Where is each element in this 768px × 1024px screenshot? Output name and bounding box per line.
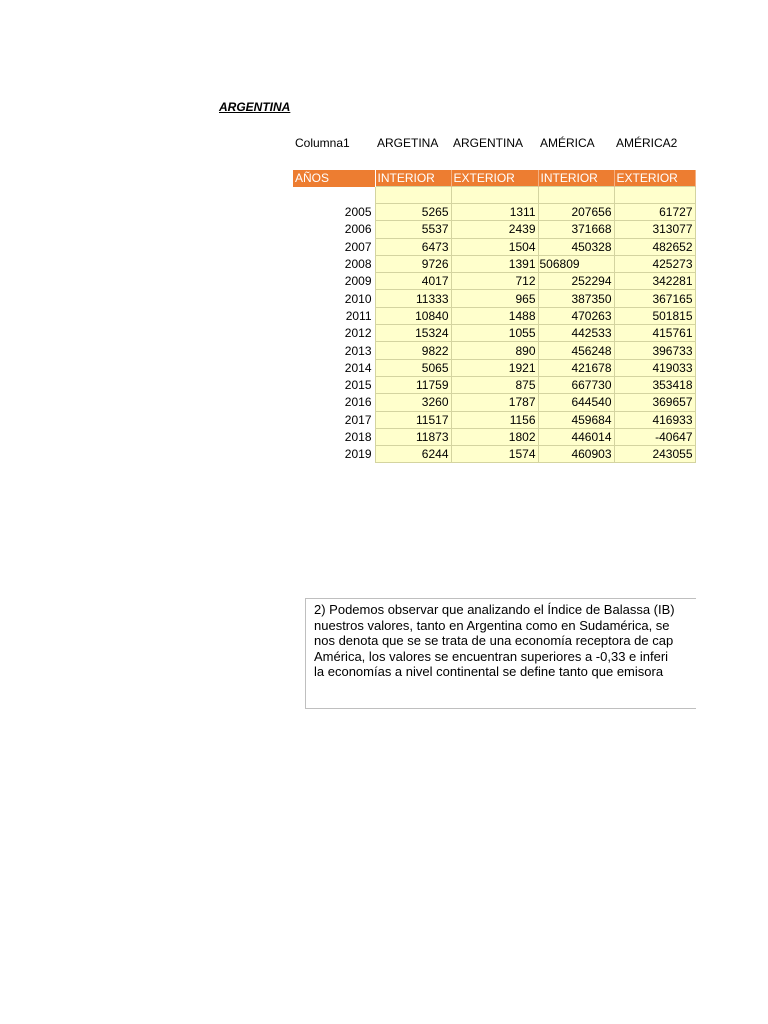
year-cell[interactable]: 2005: [344, 205, 372, 220]
year-cell[interactable]: 2006: [344, 222, 372, 237]
arg-exterior-cell[interactable]: 890: [451, 342, 538, 359]
arg-interior-cell[interactable]: 5537: [375, 221, 451, 238]
am-interior-cell[interactable]: 459684: [538, 411, 614, 428]
header-cell-am-interior[interactable]: INTERIOR: [538, 170, 614, 187]
arg-exterior-cell[interactable]: 875: [451, 376, 538, 393]
am-interior-cell[interactable]: 450328: [538, 238, 614, 255]
table-row: [293, 411, 695, 428]
table-row: [293, 204, 695, 221]
blank-cell[interactable]: [375, 187, 451, 204]
header-cell-anos[interactable]: AÑOS: [293, 170, 375, 187]
arg-exterior-cell[interactable]: 712: [451, 273, 538, 290]
textbox-line: nos denota que se se trata de una economía receptora de cap: [314, 633, 674, 649]
am-exterior-cell[interactable]: 419033: [614, 359, 695, 376]
blank-cell[interactable]: [451, 187, 538, 204]
column-header-2[interactable]: ARGETINA: [377, 136, 439, 150]
year-cell[interactable]: 2018: [344, 430, 372, 444]
arg-exterior-cell[interactable]: 1311: [451, 204, 538, 221]
year-cell[interactable]: 2010: [344, 291, 372, 306]
blank-cell[interactable]: [538, 187, 614, 204]
blank-row: [293, 187, 695, 204]
arg-interior-cell[interactable]: 5265: [375, 204, 451, 221]
am-interior-cell[interactable]: 446014: [538, 428, 614, 445]
am-interior-cell[interactable]: 460903: [538, 446, 614, 463]
table-row: [293, 255, 695, 272]
year-cell[interactable]: 2011: [345, 308, 372, 323]
am-interior-cell[interactable]: 371668: [538, 221, 614, 238]
am-exterior-cell[interactable]: 396733: [614, 342, 695, 359]
arg-exterior-cell[interactable]: 2439: [451, 221, 538, 238]
am-exterior-cell[interactable]: 369657: [614, 394, 695, 411]
am-exterior-cell[interactable]: 353418: [614, 376, 695, 393]
year-cell[interactable]: 2014: [344, 360, 372, 375]
arg-interior-cell[interactable]: 11759: [375, 376, 451, 393]
column-header-4[interactable]: AMÉRICA: [540, 136, 595, 150]
year-cell[interactable]: 2012: [344, 326, 372, 341]
am-interior-cell[interactable]: 442533: [538, 325, 614, 342]
header-cell-arg-interior[interactable]: INTERIOR: [375, 170, 451, 187]
arg-interior-cell[interactable]: 6473: [375, 238, 451, 255]
blank-cell[interactable]: [614, 187, 695, 204]
year-cell[interactable]: 2015: [344, 378, 372, 393]
arg-exterior-cell[interactable]: 1802: [451, 428, 538, 445]
analysis-textbox[interactable]: [305, 598, 696, 709]
column-header-5[interactable]: AMÉRICA2: [616, 136, 678, 150]
arg-interior-cell[interactable]: 6244: [375, 446, 451, 463]
column-header-1[interactable]: Columna1: [295, 136, 350, 150]
am-exterior-cell[interactable]: 313077: [614, 221, 695, 238]
year-cell[interactable]: 2007: [344, 239, 372, 254]
am-interior-cell[interactable]: 470263: [538, 307, 614, 324]
textbox-line: la economías a nivel continental se define tanto que emisora: [314, 664, 664, 680]
arg-exterior-cell[interactable]: 1156: [451, 411, 538, 428]
header-cell-arg-exterior[interactable]: EXTERIOR: [451, 170, 538, 187]
am-exterior-cell[interactable]: 501815: [614, 307, 695, 324]
table-row: [293, 221, 695, 238]
arg-exterior-cell[interactable]: 1574: [451, 446, 538, 463]
am-interior-cell[interactable]: 387350: [538, 290, 614, 307]
table-row: [293, 342, 695, 359]
table-body: [293, 187, 695, 463]
am-exterior-cell[interactable]: 416933: [614, 411, 695, 428]
table-row: [293, 238, 695, 255]
arg-interior-cell[interactable]: 3260: [375, 394, 451, 411]
am-interior-cell[interactable]: 456248: [538, 342, 614, 359]
am-exterior-cell[interactable]: 243055: [614, 446, 695, 463]
arg-interior-cell[interactable]: 5065: [375, 359, 451, 376]
table-row: [293, 325, 695, 342]
am-exterior-cell[interactable]: 342281: [614, 273, 695, 290]
column-header-3[interactable]: ARGENTINA: [453, 136, 524, 150]
table-row: [293, 359, 695, 376]
arg-interior-cell[interactable]: 11517: [375, 411, 451, 428]
arg-interior-cell[interactable]: 10840: [375, 307, 451, 324]
am-exterior-cell[interactable]: 482652: [614, 238, 695, 255]
am-interior-cell[interactable]: 644540: [538, 394, 614, 411]
year-cell[interactable]: 2009: [344, 274, 372, 289]
am-exterior-cell[interactable]: -40647: [614, 428, 695, 445]
table-row: [293, 273, 695, 290]
year-cell[interactable]: 2013: [344, 343, 372, 358]
am-interior-cell[interactable]: 252294: [538, 273, 614, 290]
textbox-line: América, los valores se encuentran superiores a -0,33 e inferi: [314, 648, 669, 664]
page-clip: [696, 0, 768, 1024]
table-row: [293, 428, 695, 445]
arg-interior-cell[interactable]: 9822: [375, 342, 451, 359]
year-cell[interactable]: 2017: [344, 412, 372, 427]
am-exterior-cell[interactable]: 61727: [614, 204, 695, 221]
year-cell[interactable]: 2019: [344, 447, 372, 462]
table-row: [293, 446, 695, 463]
year-cell[interactable]: 2016: [344, 395, 372, 410]
am-interior-cell[interactable]: 421678: [538, 359, 614, 376]
table-row: [293, 307, 695, 324]
am-exterior-cell[interactable]: 415761: [614, 325, 695, 342]
sheet-title: ARGENTINA: [219, 100, 291, 114]
textbox-line: nuestros valores, tanto en Argentina como en Sudamérica, se: [314, 617, 670, 633]
arg-interior-cell[interactable]: 11873: [375, 428, 451, 445]
arg-exterior-cell[interactable]: 1504: [451, 238, 538, 255]
arg-exterior-cell[interactable]: 1391: [451, 255, 538, 272]
year-cell[interactable]: 2008: [344, 257, 372, 272]
table-row: [293, 376, 695, 393]
arg-exterior-cell[interactable]: 1787: [451, 394, 538, 411]
arg-interior-cell[interactable]: 9726: [375, 255, 451, 272]
am-exterior-cell[interactable]: 425273: [614, 255, 695, 272]
arg-exterior-cell[interactable]: 1921: [451, 359, 538, 376]
arg-interior-cell[interactable]: 11333: [375, 290, 451, 307]
data-table: [293, 170, 696, 463]
am-interior-cell[interactable]: 207656: [538, 204, 614, 221]
arg-exterior-cell[interactable]: 1488: [451, 307, 538, 324]
header-cell-am-exterior[interactable]: EXTERIOR: [614, 170, 695, 187]
blank-cell[interactable]: [293, 187, 375, 204]
arg-exterior-cell[interactable]: 1055: [451, 325, 538, 342]
table-row: [293, 290, 695, 307]
arg-interior-cell[interactable]: 15324: [375, 325, 451, 342]
am-interior-cell[interactable]: 667730: [538, 376, 614, 393]
textbox-line: 2) Podemos observar que analizando el Índice de Balassa (IB): [314, 602, 675, 617]
am-interior-cell[interactable]: 506809: [538, 255, 614, 272]
arg-interior-cell[interactable]: 4017: [375, 273, 451, 290]
arg-exterior-cell[interactable]: 965: [451, 290, 538, 307]
am-exterior-cell[interactable]: 367165: [614, 290, 695, 307]
table-row: [293, 394, 695, 411]
